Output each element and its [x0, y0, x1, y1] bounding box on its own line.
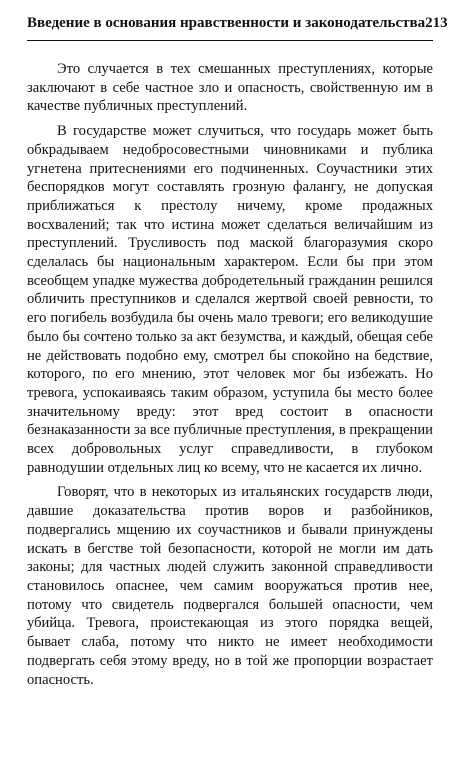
- paragraph: Говорят, что в некоторых из итальянских государств люди, давшие доказательства против воров и разбойников, подвергались мщению их соучастников и бывали принуждены искать в бегстве той безопасности, которой не могли им дать законы; для частных людей служить законной справедливости становилось опаснее, чем самим вооружаться против нее, потому что свидетель подвергался большей опасности, чем убийца. Тревога, проистекающая из этого порядка вещей, бывает слаба, потому что никто не имеет необходимости подвергать себя этому вреду, но в той же пропорции возрастает опасность.: [27, 484, 433, 688]
- header-rule: [27, 40, 433, 41]
- body-text: [27, 60, 433, 695]
- page-number: 213: [425, 15, 448, 31]
- paragraph: В государстве может случиться, что государь может быть обкрадываем недобросовестными чиновниками и публика угнетена притеснениями его подчиненных. Соучастники этих беспорядков могут составлять грозную фалангу, не допуская приближаться к престолу ничему, кроме продажных восхвалений; так что истина может сделаться величайшим из преступлений. Трусливость под маской благоразумия скоро сделалась бы национальным характером. Если бы при этом всеобщем упадке мужества добродетельный гражданин решился обличить преступников и сделался жертвой своей ревности, то его погибель возбудила бы очень мало тревоги; его великодушие было бы сочтено только за акт безумства, и каждый, обещая себе не действовать подобно ему, смотрел бы спокойно на бедствие, которого, по его мнению, этот человек мог бы избежать. Но тревога, успокаиваясь таким образом, уступила бы место более значительному вреду: этот вред состоит в опасности безнаказанности за все публичные преступления, в прекращении всех добровольных услуг справедливости, в глубоком равнодушии отдельных лиц ко всему, что не касается их лично.: [27, 123, 433, 476]
- running-head-title: Введение в основания нравственности и законодательства: [27, 15, 426, 31]
- running-head: [27, 13, 448, 43]
- paragraph: Это случается в тех смешанных преступлениях, которые заключают в себе частное зло и опасность, свойственную им в качестве публичных преступлений.: [27, 61, 433, 115]
